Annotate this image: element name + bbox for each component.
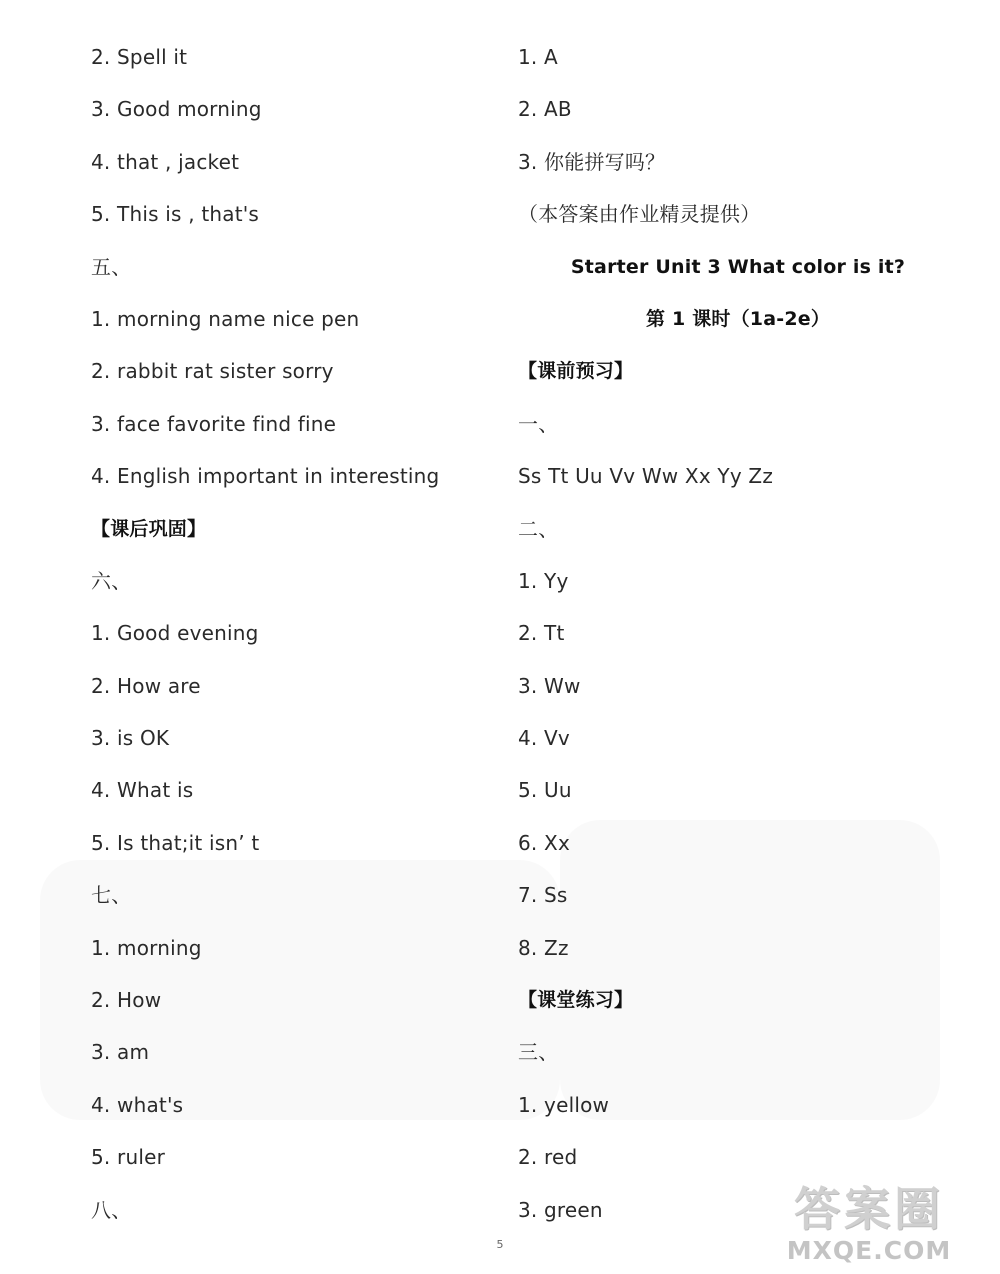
answer-line: 3. am <box>91 1040 150 1065</box>
question-number: 三、 <box>518 1040 559 1065</box>
answer-line: 5. Is that;it isn’ t <box>91 830 260 855</box>
answer-line: 4. what's <box>91 1092 184 1117</box>
answer-line: （本答案由作业精灵提供） <box>518 202 761 227</box>
page-number: 5 <box>496 1238 504 1251</box>
answer-line: 8. Zz <box>518 935 569 960</box>
section-heading: 【课堂练习】 <box>518 989 634 1012</box>
question-number: 八、 <box>91 1197 132 1222</box>
answer-line: 5. ruler <box>91 1145 166 1170</box>
answer-line: 3. is OK <box>91 726 170 751</box>
answer-line: 7. Ss <box>518 883 568 908</box>
section-heading: 【课后巩固】 <box>91 517 207 540</box>
answer-line: 1. A <box>518 45 558 69</box>
question-number: 七、 <box>91 883 132 908</box>
question-number: 二、 <box>518 516 559 541</box>
answer-line: 6. Xx <box>518 830 570 855</box>
answer-line: 2. How <box>91 988 162 1013</box>
right-answer-column <box>518 31 958 1236</box>
answer-line: 3. Ww <box>518 673 581 698</box>
answer-line: 5. This is , that's <box>91 202 260 227</box>
answer-line: 2. AB <box>518 97 572 122</box>
answer-line: 2. How are <box>91 673 201 698</box>
answer-line: 1. morning name nice pen <box>91 306 360 331</box>
answer-line: 1. Yy <box>518 568 569 593</box>
section-heading: 第 1 课时（1a-2e） <box>645 307 831 330</box>
watermark-logo-text: 答案圈 <box>794 1182 944 1236</box>
answer-line: 1. yellow <box>518 1092 610 1117</box>
answer-line: 3. Good morning <box>91 97 262 122</box>
watermark-url: MXQE.COM <box>786 1236 952 1265</box>
answer-line: 2. red <box>518 1145 578 1170</box>
answer-line: 2. rabbit rat sister sorry <box>91 359 334 384</box>
answer-line: 3. face favorite find fine <box>91 411 337 436</box>
answer-line: 2. Tt <box>518 621 565 646</box>
question-number: 六、 <box>91 568 132 593</box>
answer-line: 5. Uu <box>518 778 572 803</box>
answer-line: 1. Good evening <box>91 621 259 646</box>
answer-line: 3. 你能拼写吗？ <box>518 149 666 174</box>
watermark-logo <box>764 1182 974 1268</box>
answer-line: 4. Vv <box>518 726 570 751</box>
question-number: 一、 <box>518 411 559 436</box>
answer-line: 3. green <box>518 1197 603 1222</box>
answer-line: 1. morning <box>91 935 202 960</box>
answer-line: 4. What is <box>91 778 194 803</box>
section-heading: Starter Unit 3 What color is it? <box>570 255 906 278</box>
answer-line: 4. that , jacket <box>91 149 240 174</box>
left-answer-column <box>91 31 491 1236</box>
answer-line: 4. English important in interesting <box>91 464 440 489</box>
answer-line: 2. Spell it <box>91 45 188 69</box>
section-heading: 【课前预习】 <box>518 360 634 383</box>
answer-line: Ss Tt Uu Vv Ww Xx Yy Zz <box>518 464 774 489</box>
question-number: 五、 <box>91 254 132 279</box>
